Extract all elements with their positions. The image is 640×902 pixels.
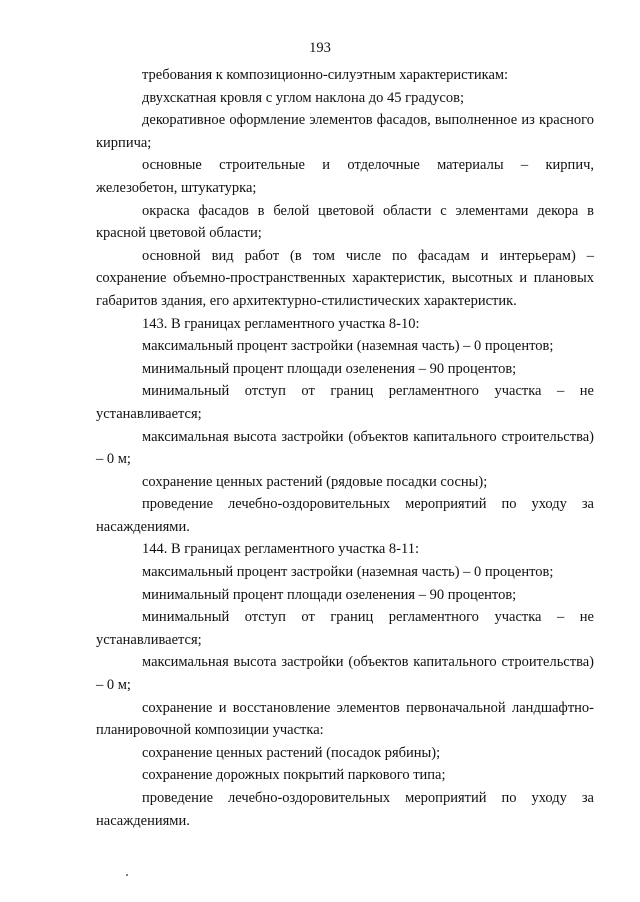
section-heading: 143. В границах регламентного участка 8-10: — [142, 315, 420, 332]
paragraph: проведение лечебно-оздоровительных мероприятий по уходу за насаждениями. — [96, 496, 594, 535]
paragraph: сохранение и восстановление элементов первоначальной ландшафтно-планировочной композиции участка: — [96, 699, 594, 739]
paragraph: максимальный процент застройки (наземная часть) – 0 процентов; — [142, 338, 554, 355]
paragraph: максимальная высота застройки (объектов капитального строительства) – 0 м; — [96, 428, 594, 468]
paragraph: сохранение ценных растений (посадок рябины); — [142, 744, 441, 761]
paragraph: минимальный процент площади озеленения – 90 процентов; — [142, 360, 517, 377]
paragraph: максимальная высота застройки (объектов капитального строительства) – 0 м; — [96, 654, 594, 694]
paragraph: минимальный отступ от границ регламентного участка – не устанавливается; — [96, 383, 594, 422]
paragraph: основной вид работ (в том числе по фасадам и интерьерам) – сохранение объемно-пространственных характеристик, высотных и плановых габаритов здания, его архитектурно-стилистических характеристик. — [96, 247, 594, 309]
paragraph: окраска фасадов в белой цветовой области с элементами декора в красной цветовой области; — [96, 202, 594, 242]
paragraph: основные строительные и отделочные материалы – кирпич, железобетон, штукатурка; — [96, 157, 594, 196]
paragraph: декоративное оформление элементов фасадов, выполненное из красного кирпича; — [96, 112, 594, 151]
paragraph: максимальный процент застройки (наземная часть) – 0 процентов; — [142, 564, 554, 581]
page-number: 193 — [309, 40, 331, 56]
section-heading: 144. В границах регламентного участка 8-11: — [142, 541, 419, 558]
scan-speck — [126, 874, 128, 876]
paragraph: минимальный процент площади озеленения – 90 процентов; — [142, 586, 517, 603]
paragraph: сохранение ценных растений (рядовые посадки сосны); — [142, 473, 488, 490]
paragraph: сохранение дорожных покрытий паркового типа; — [142, 767, 446, 784]
paragraph: проведение лечебно-оздоровительных мероприятий по уходу за насаждениями. — [96, 790, 594, 829]
paragraph: двухскатная кровля с углом наклона до 45 градусов; — [142, 89, 464, 106]
document-body — [96, 64, 594, 832]
paragraph: требования к композиционно-силуэтным характеристикам: — [142, 67, 509, 83]
paragraph: минимальный отступ от границ регламентного участка – не устанавливается; — [96, 609, 594, 648]
